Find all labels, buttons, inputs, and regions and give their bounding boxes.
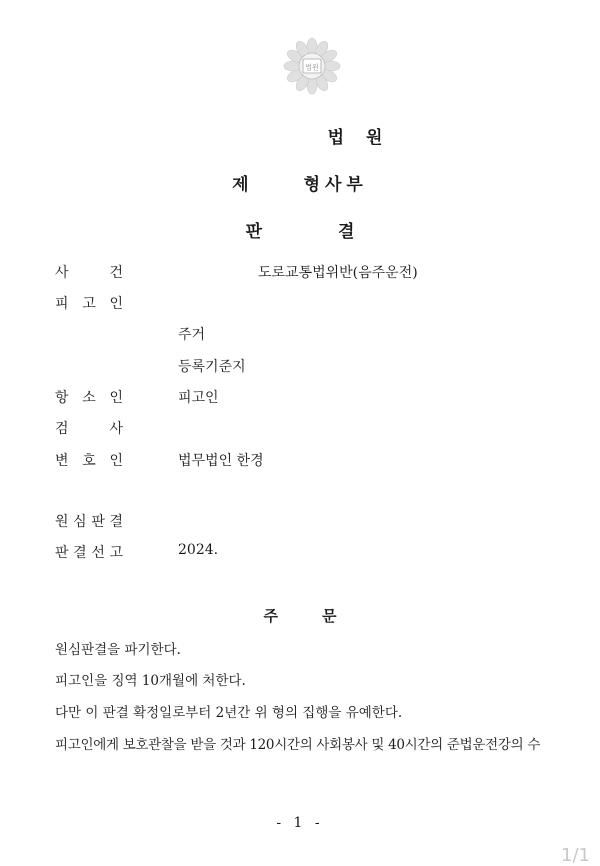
counsel-value: 법무법인 한경 [178,453,264,469]
judgment-line: 피고인에게 보호관찰을 받을 것과 120시간의 사회봉사 및 40시간의 준법운전강의 수 [55,737,541,753]
judgment-line: 피고인을 징역 10개월에 처한다. [55,673,246,689]
judgment-line: 원심판결을 파기한다. [55,642,181,658]
original-judgment-label: 원 심 판 결 [55,514,123,530]
page-count-indicator: 1/1 [561,845,590,866]
sentence-date-value: 2024. [178,542,219,558]
judgment-heading: 주 문 [263,607,337,625]
division-prefix: 제 [232,175,254,195]
court-name: 법 원 [327,128,391,148]
judgment-line: 다만 이 판결 확정일로부터 2년간 위 형의 집행을 유예한다. [55,705,403,721]
title-left: 판 [245,222,262,242]
appellant-label: 항 소 인 [55,390,123,406]
registration-label: 등록기준지 [178,359,246,375]
sentence-date-label: 판 결 선 고 [55,545,123,561]
emblem-label: 법원 [305,63,319,72]
court-emblem-icon [281,35,343,97]
document-title [0,217,600,242]
appellant-value: 피고인 [178,390,219,406]
division-name [0,170,600,195]
defendant-label: 피 고 인 [55,296,123,312]
prosecutor-label: 검 사 [55,421,123,437]
case-label: 사 건 [55,265,123,281]
division-suffix: 형사부 [303,175,368,195]
address-label: 주거 [178,327,206,343]
title-right: 결 [338,222,355,242]
counsel-label: 변 호 인 [55,453,123,469]
page-number: - 1 - [276,815,324,831]
case-value: 도로교통법위반(음주운전) [258,265,418,281]
